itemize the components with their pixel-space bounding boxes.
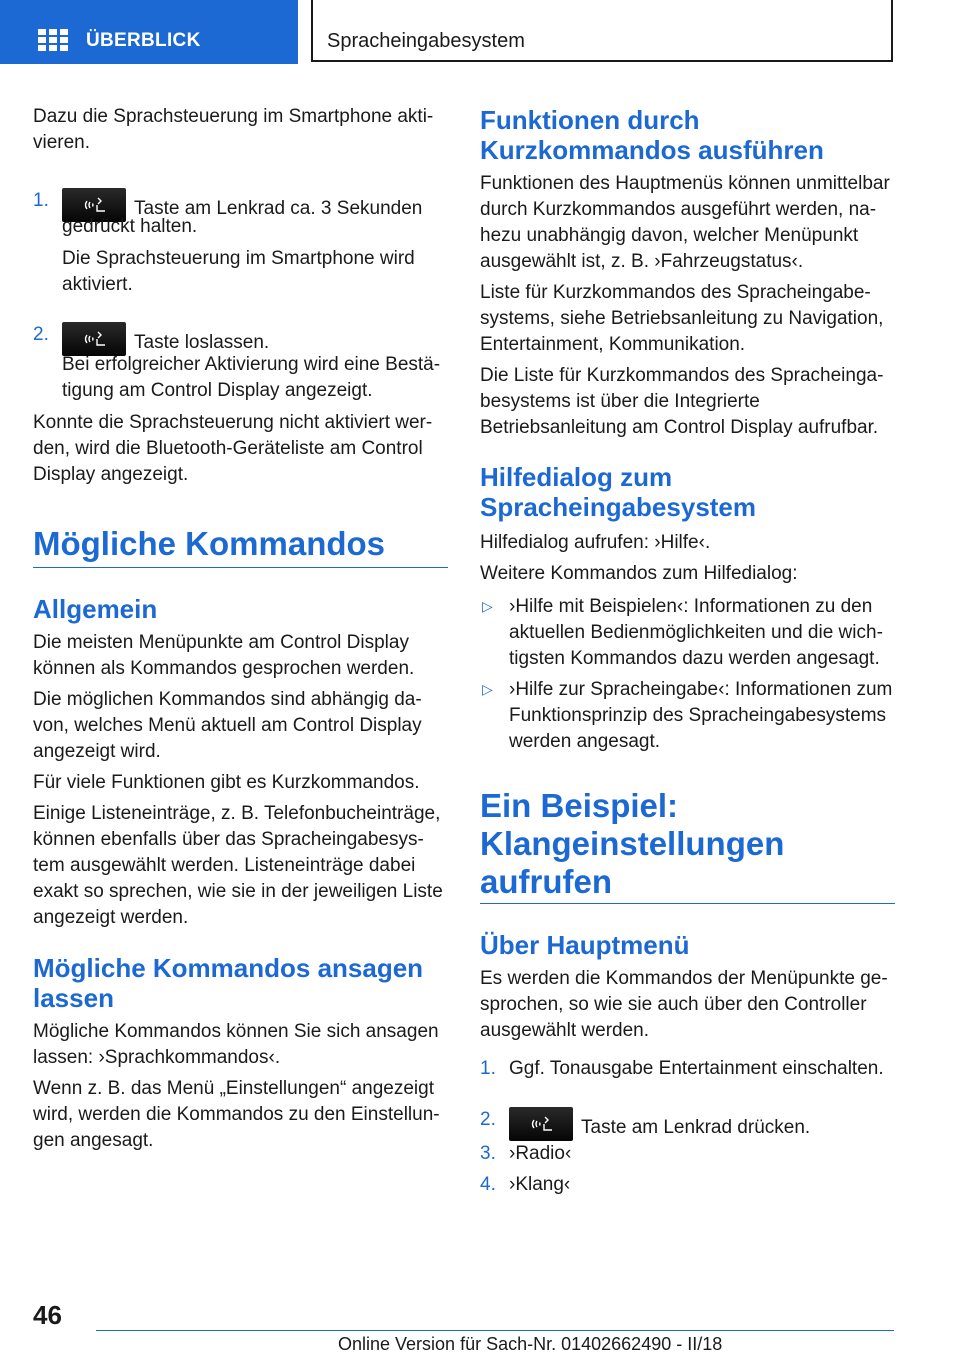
overview-label: ÜBERBLICK [86, 30, 201, 51]
paragraph-line: sprochen, so wie sie auch über den Controller [480, 994, 867, 1015]
heading-announce: lassen [33, 983, 114, 1013]
paragraph-line: den, wird die Bluetooth-Geräteliste am Control [33, 438, 423, 459]
bullet-triangle-icon: ▷ [482, 681, 493, 697]
bullet-line: ›Hilfe mit Beispielen‹: Informationen zu den [509, 596, 873, 617]
bullet-line: Funktionsprinzip des Spracheingabesystems [509, 705, 887, 726]
bullet-line: werden angesagt. [509, 731, 661, 752]
grid-icon [38, 29, 68, 51]
step-text [509, 1107, 810, 1141]
step-number: 2. [480, 1109, 496, 1130]
heading-short-commands: Kurzkommandos ausführen [480, 135, 824, 165]
step-number: 1. [33, 190, 49, 211]
paragraph-line: Liste für Kurzkommandos des Spracheingabe- [480, 282, 871, 303]
paragraph-line: gen angesagt. [33, 1130, 154, 1151]
paragraph-line: durch Kurzkommandos ausgeführt werden, na- [480, 199, 877, 220]
heading-general: Allgemein [33, 594, 158, 624]
heading-possible-commands: Mögliche Kommandos [33, 525, 386, 562]
paragraph-line: Hilfedialog aufrufen: ›Hilfe‹. [480, 532, 711, 553]
step-number: 3. [480, 1143, 496, 1164]
step-number: 1. [480, 1058, 496, 1079]
paragraph-line: ausgewählt werden. [480, 1020, 649, 1041]
paragraph-line: angezeigt werden. [33, 907, 189, 928]
heading-short-commands: Funktionen durch [480, 105, 700, 135]
heading-example: aufrufen [480, 863, 612, 900]
heading-main-menu: Über Hauptmenü [480, 930, 690, 960]
heading-rule [33, 567, 448, 568]
paragraph-line: Weitere Kommandos zum Hilfedialog: [480, 563, 798, 584]
heading-help-dialog: Hilfedialog zum [480, 462, 673, 492]
section-title: Spracheingabesystem [327, 30, 525, 52]
paragraph-line: tem ausgewählt werden. Listeneinträge dabei [33, 855, 416, 876]
voice-command-button-icon [62, 322, 126, 356]
step-text: ›Klang‹ [509, 1174, 571, 1195]
step-number: 4. [480, 1174, 496, 1195]
step-text-label: Taste loslassen. [134, 332, 270, 353]
heading-example: Klangeinstellungen [480, 825, 785, 862]
step-text-label: Taste am Lenkrad ca. 3 Sekunden [134, 198, 423, 219]
voice-command-button-icon [509, 1107, 573, 1141]
step-result: tigung am Control Display angezeigt. [62, 380, 373, 401]
step-result: Bei erfolgreicher Aktivierung wird eine Bestä- [62, 354, 441, 375]
page-header [0, 0, 960, 66]
step-text-label: Taste am Lenkrad drücken. [581, 1117, 811, 1138]
bullet-triangle-icon: ▷ [482, 598, 493, 614]
paragraph-line: exakt so sprechen, wie sie in der jeweiligen Liste [33, 881, 443, 902]
paragraph-line: Funktionen des Hauptmenüs können unmittelbar [480, 173, 890, 194]
paragraph-line: hezu unabhängig davon, welcher Menüpunkt [480, 225, 859, 246]
intro-line: vieren. [33, 132, 91, 153]
step-text: ›Radio‹ [509, 1143, 572, 1164]
paragraph-line: Für viele Funktionen gibt es Kurzkommandos. [33, 772, 420, 793]
bullet-line: ›Hilfe zur Spracheingabe‹: Informationen zum [509, 679, 893, 700]
footer-version-text: Online Version für Sach-Nr. 01402662490 - II/18 [338, 1334, 723, 1354]
paragraph-line: Betriebsanleitung am Control Display aufrufbar. [480, 417, 879, 438]
paragraph-line: lassen: ›Sprachkommandos‹. [33, 1047, 281, 1068]
heading-help-dialog: Spracheingabesystem [480, 492, 757, 522]
intro-line: Dazu die Sprachsteuerung im Smartphone akti- [33, 106, 434, 127]
step-text [62, 322, 269, 356]
paragraph-line: Entertainment, Kommunikation. [480, 334, 746, 355]
paragraph-line: von, welches Menü aktuell am Control Display [33, 715, 422, 736]
step-result: Die Sprachsteuerung im Smartphone wird [62, 248, 415, 269]
paragraph-line: Mögliche Kommandos können Sie sich ansagen [33, 1021, 439, 1042]
paragraph-line: können ebenfalls über das Spracheingabesys- [33, 829, 424, 850]
paragraph-line: Einige Listeneinträge, z. B. Telefonbucheinträge, [33, 803, 441, 824]
heading-announce: Mögliche Kommandos ansagen [33, 953, 424, 983]
step-text: Ggf. Tonausgabe Entertainment einschalten. [509, 1058, 884, 1079]
paragraph-line: besystems ist über die Integrierte [480, 391, 760, 412]
paragraph-line: ausgewählt ist, z. B. ›Fahrzeugstatus‹. [480, 251, 804, 272]
paragraph-line: Die möglichen Kommandos sind abhängig da- [33, 689, 422, 710]
step-number: 2. [33, 324, 49, 345]
paragraph-line: wird, werden die Kommandos zu den Einstellun- [33, 1104, 440, 1125]
step-result: aktiviert. [62, 274, 133, 295]
heading-example: Ein Beispiel: [480, 787, 679, 824]
bullet-line: tigsten Kommandos dazu werden angesagt. [509, 648, 880, 669]
page-number: 46 [33, 1300, 62, 1330]
paragraph-line: Konnte die Sprachsteuerung nicht aktiviert wer- [33, 412, 433, 433]
paragraph-line: Wenn z. B. das Menü „Einstellungen“ angezeigt [33, 1078, 434, 1099]
heading-rule [480, 903, 895, 904]
footer-rule [96, 1330, 894, 1331]
section-title-tab [311, 0, 893, 62]
paragraph-line: systems, siehe Betriebsanleitung zu Navigation, [480, 308, 884, 329]
paragraph-line: Es werden die Kommandos der Menüpunkte ge- [480, 968, 888, 989]
paragraph-line: angezeigt wird. [33, 741, 161, 762]
step-text: gedrückt halten. [62, 216, 198, 237]
paragraph-line: Die Liste für Kurzkommandos des Spracheinga- [480, 365, 884, 386]
paragraph-line: Die meisten Menüpunkte am Control Display [33, 632, 409, 653]
paragraph-line: Display angezeigt. [33, 464, 189, 485]
bullet-line: aktuellen Bedienmöglichkeiten und die wich- [509, 622, 883, 643]
paragraph-line: können als Kommandos gesprochen werden. [33, 658, 415, 679]
overview-tab[interactable] [0, 0, 298, 64]
